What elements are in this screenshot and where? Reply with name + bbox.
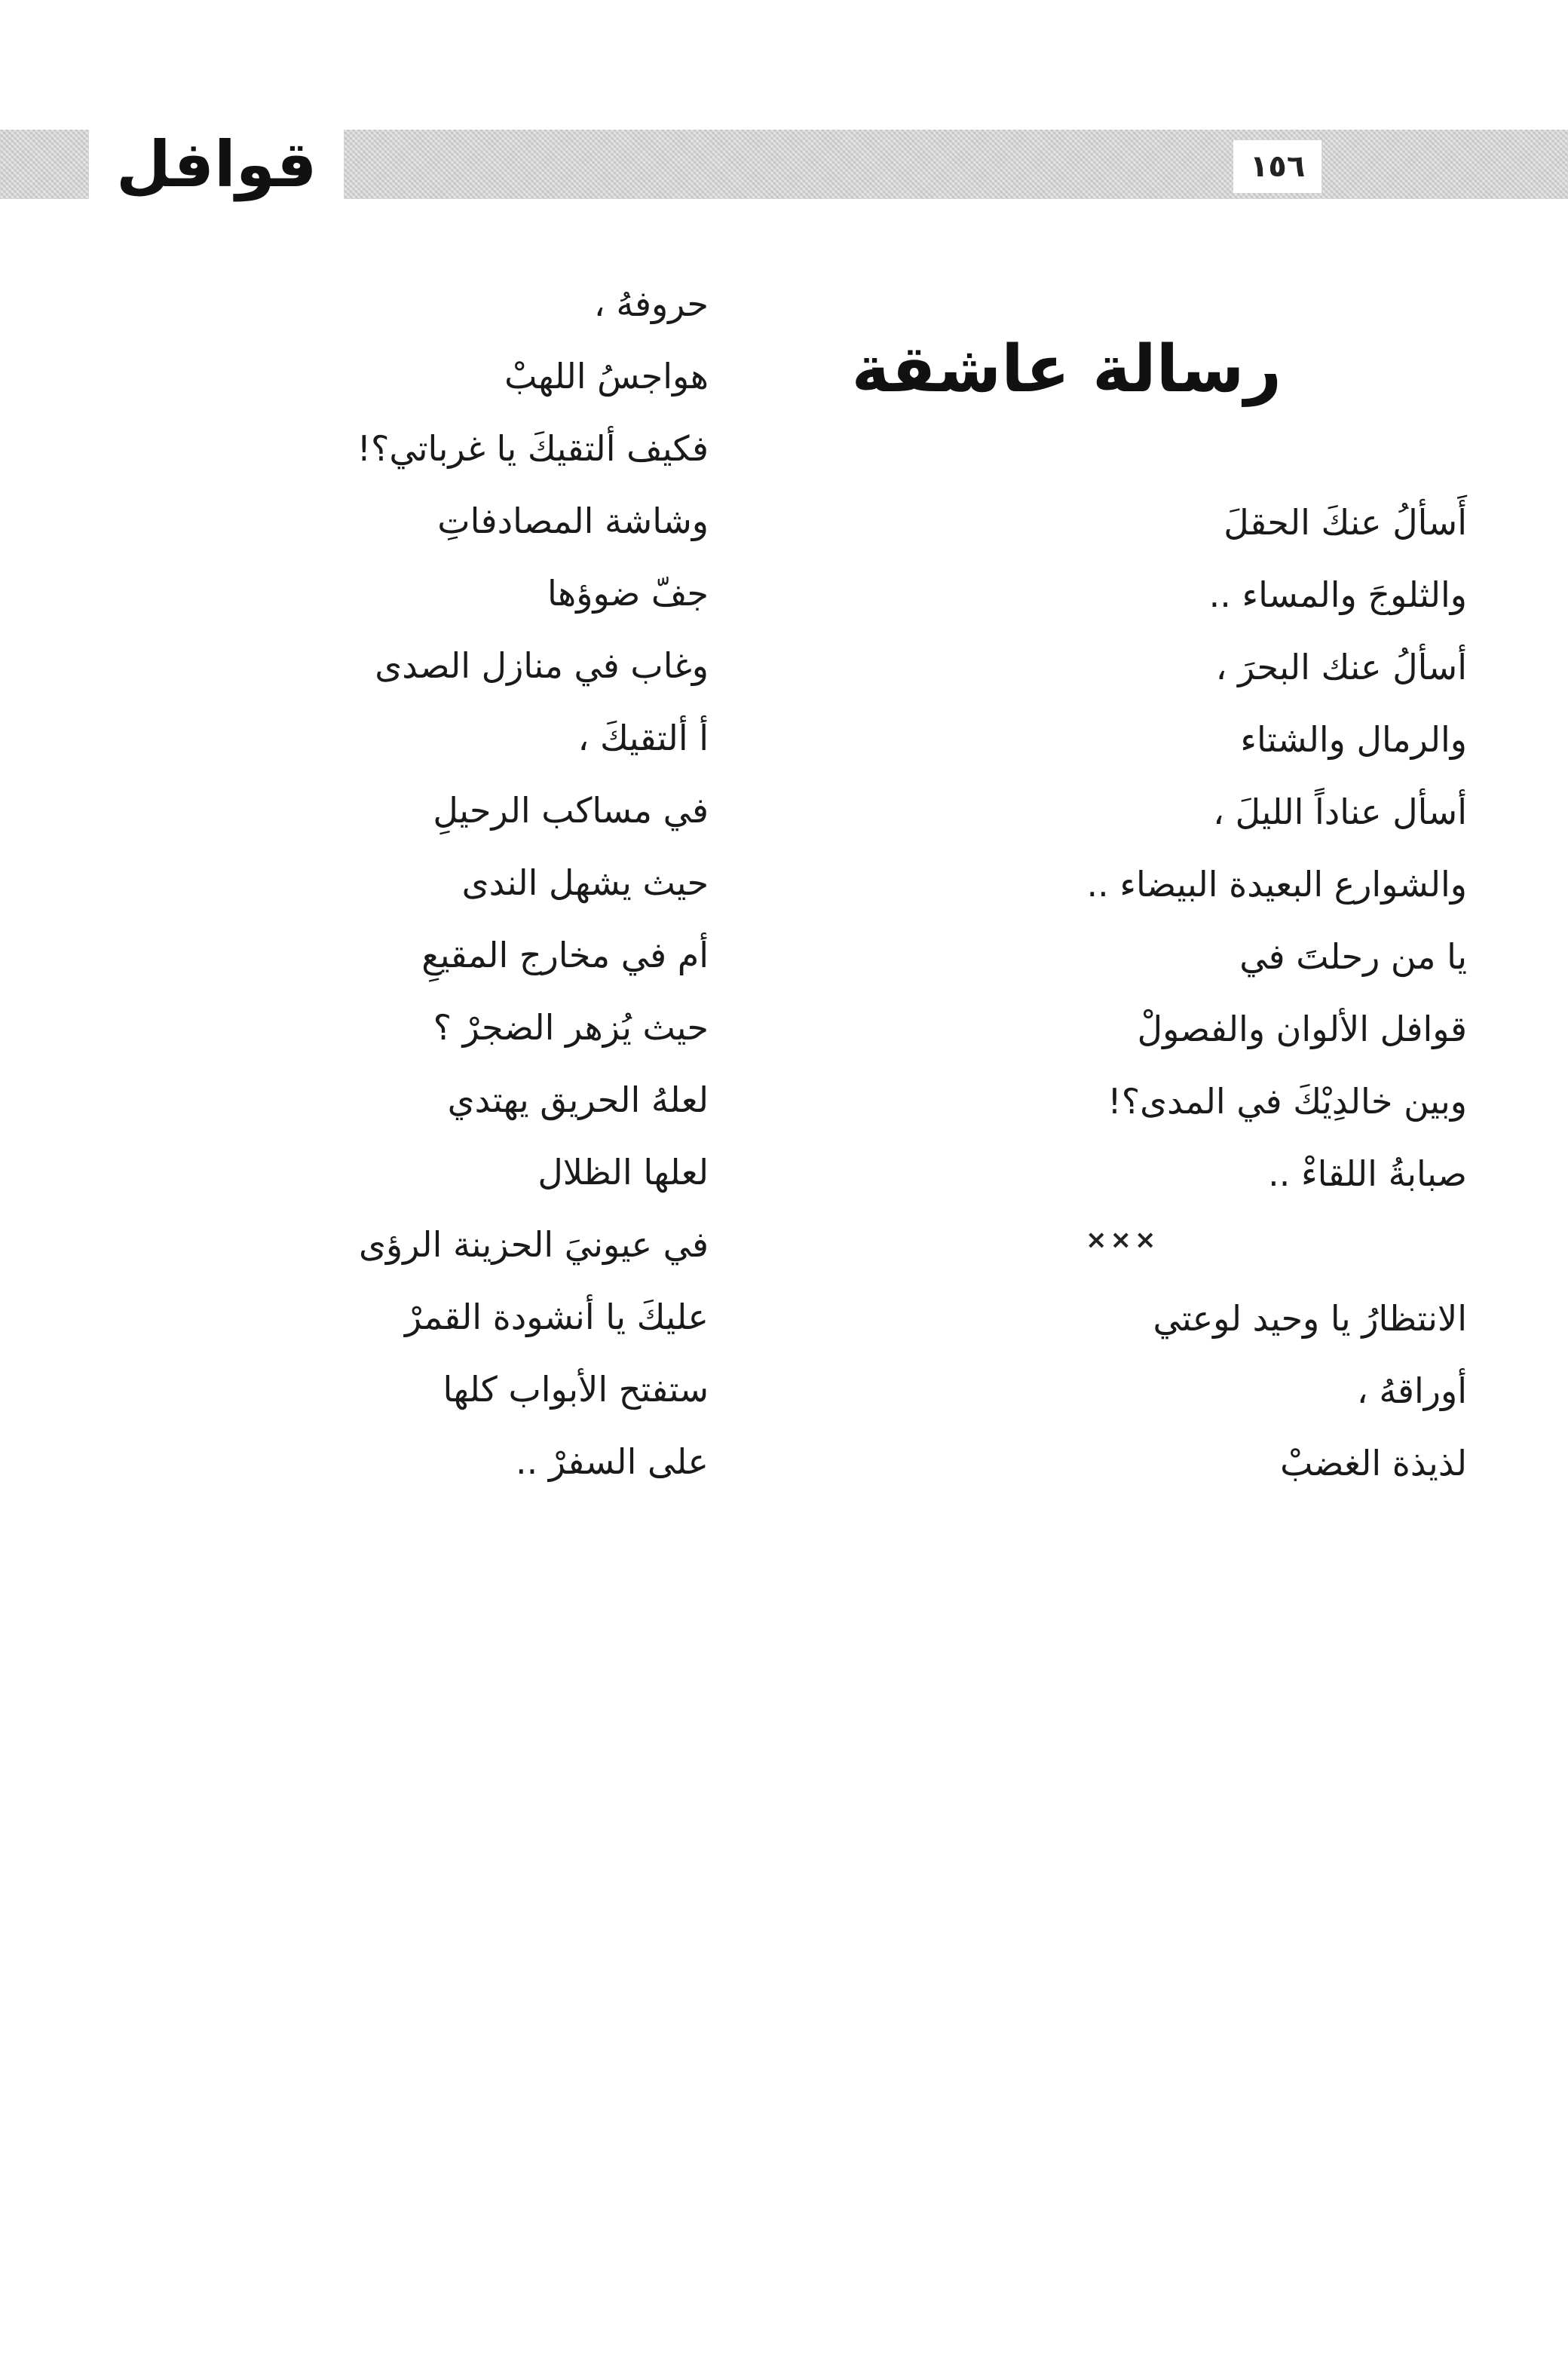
verse-line: وغاب في منازل الصدى [375,645,709,686]
verse-line: فكيف ألتقيكَ يا غرباتي؟! [357,428,709,469]
poem-title: رسالة عاشقة [851,332,1282,407]
verse-line: هواجسُ اللهبْ [504,356,709,397]
verse-line: حيث يُزهر الضجرْ ؟ [433,1007,709,1048]
verse-line: والشوارع البعيدة البيضاء .. [1086,864,1467,905]
verse-line: أسأل عناداً الليلَ ، [1213,791,1467,832]
verse-line: يا من رحلتَ في [1239,936,1467,977]
verse-line: على السفرْ .. [516,1441,709,1482]
verse-line: الانتظارُ يا وحيد لوعتي [1153,1298,1467,1339]
verse-line: والثلوجَ والمساء .. [1208,574,1467,615]
verse-line: أم في مخارج المقيعِ [421,935,709,975]
verse-line: صبابةُ اللقاءْ .. [1268,1153,1467,1194]
verse-line: قوافل الألوان والفصولْ [1137,1009,1467,1049]
verse-line: في عيونيَ الحزينة الرؤى [358,1224,709,1265]
stanza-separator: ××× [1086,1225,1159,1255]
verse-line: أَسألُ عنكَ الحقلَ [1223,502,1467,543]
verse-line: أسألُ عنك البحرَ ، [1215,647,1467,687]
verse-line: ستفتح الأبواب كلها [443,1369,709,1410]
verse-line: لعلهُ الحريق يهتدي [447,1079,709,1120]
verse-line: وبين خالدِيْكَ في المدى؟! [1107,1081,1467,1122]
page-number: ١٥٦ [1233,140,1321,193]
verse-line: حروفهُ ، [593,283,709,324]
verse-line: أوراقهُ ، [1356,1370,1467,1411]
verse-line: لذيذة الغضبْ [1280,1443,1467,1483]
verse-line: في مساكب الرحيلِ [433,790,709,831]
verse-line: عليكَ يا أنشودة القمرْ [404,1297,709,1337]
poem-column-left [90,268,709,1498]
verse-line: جفّ ضوؤها [547,573,709,614]
verse-spacer [924,1210,1467,1282]
running-title: قوافل [89,119,344,210]
verse-line: والرمال والشتاء [1240,719,1467,760]
verse-line: وشاشة المصادفاتِ [437,501,709,541]
verse-line: لعلها الظلال [537,1152,709,1193]
poem-column-right [924,486,1467,1499]
verse-line: أ ألتقيكَ ، [577,718,709,758]
verse-line: حيث يشهل الندى [461,862,709,903]
